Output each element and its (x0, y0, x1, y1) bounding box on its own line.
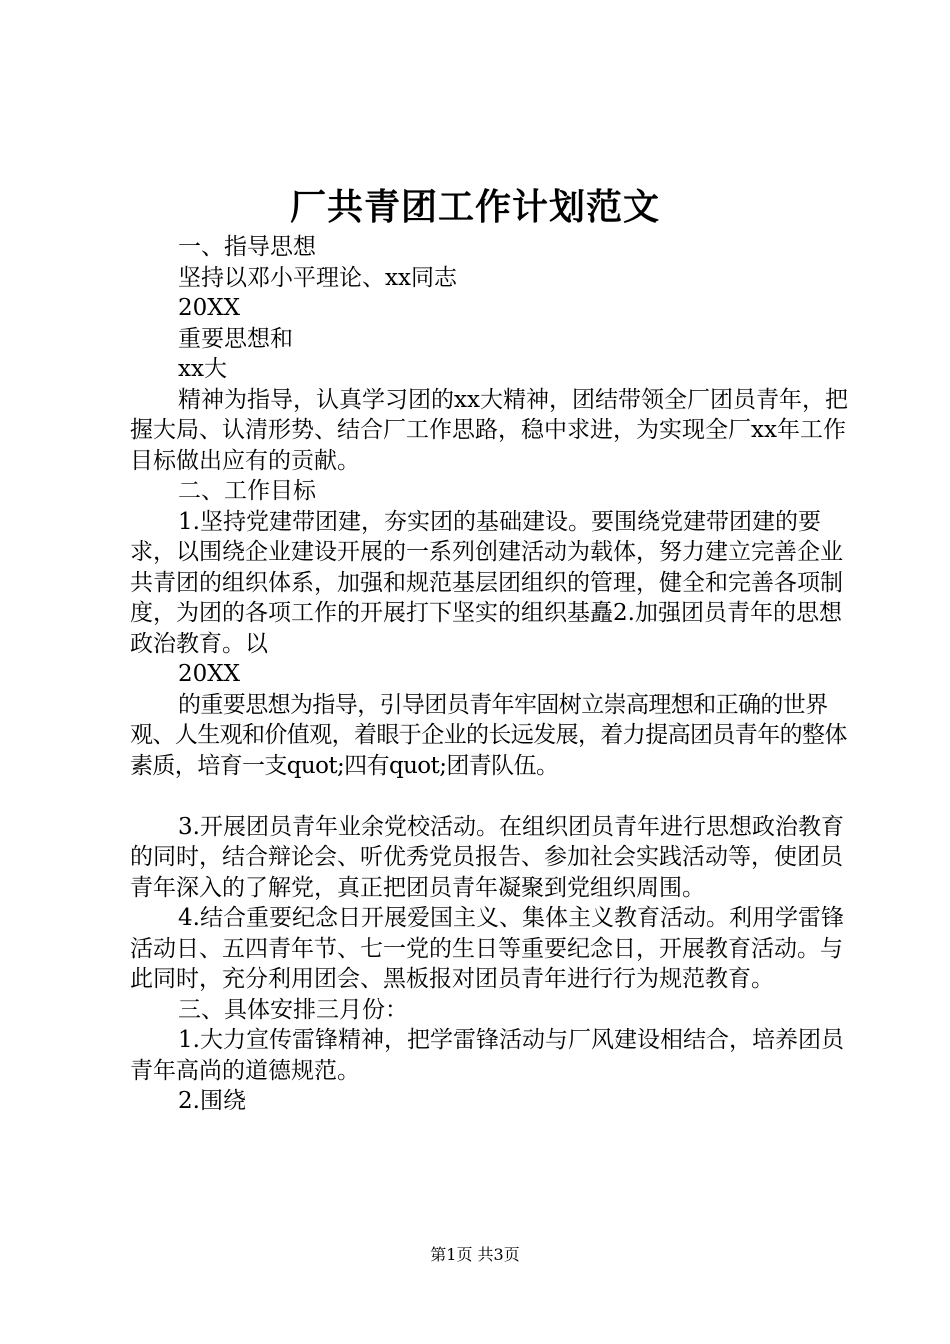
paragraph: 的重要思想为指导，引导团员青年牢固树立崇高理想和正确的世界观、人生观和价值观，着眼于企业的长远发展，着力提高团员青年的整体素质，培育一支quot;四有quot;团青队伍。 (130, 691, 847, 779)
paragraph: 4.结合重要纪念日开展爱国主义、集体主义教育活动。利用学雷锋活动日、五四青年节、七一党的生日等重要纪念日，开展教育活动。与此同时，充分利用团会、黑板报对团员青年进行行为规范教育。 (130, 905, 844, 992)
paragraph: 重要思想和 (178, 325, 293, 352)
section-heading: 二、工作目标 (178, 478, 316, 504)
paragraph: xx大 (178, 356, 227, 382)
document-title: 厂共青团工作计划范文 (289, 186, 660, 228)
paragraph: 1.大力宣传雷锋精神，把学雷锋活动与厂风建设相结合，培养团员青年高尚的道德规范。 (130, 1027, 844, 1084)
paragraph: 1.坚持党建带团建，夯实团的基础建设。要围绕党建带团建的要求，以围绕企业建设开展的一系列创建活动为载体，努力建立完善企业共青团的组织体系，加强和规范基层团组织的管理，健全和完善各项制度，为团的各项工作的开展打下坚实的组织基矗2.加强团员青年的思想政治教育。以 (130, 508, 843, 657)
paragraph: 20XX (178, 295, 241, 321)
paragraph: 2.围绕 (178, 1088, 246, 1114)
page-footer: 第1页 共3页 (430, 1245, 520, 1264)
paragraph: 坚持以邓小平理论、xx同志 (178, 264, 457, 291)
paragraph: 3.开展团员青年业余党校活动。在组织团员青年进行思想政治教育的同时，结合辩论会、听优秀党员报告、参加社会实践活动等，使团员青年深入的了解党，真正把团员青年凝聚到党组织周围。 (130, 813, 844, 901)
section-heading: 一、指导思想 (178, 234, 316, 260)
section-heading: 三、具体安排三月份： (178, 996, 408, 1023)
document-body (130, 232, 850, 1117)
blank-line (130, 781, 850, 812)
paragraph: 精神为指导，认真学习团的xx大精神，团结带领全厂团员青年，把握大局、认清形势、结合厂工作思路，稳中求进，为实现全厂xx年工作目标做出应有的贡献。 (130, 386, 848, 474)
paragraph: 20XX (178, 661, 241, 687)
